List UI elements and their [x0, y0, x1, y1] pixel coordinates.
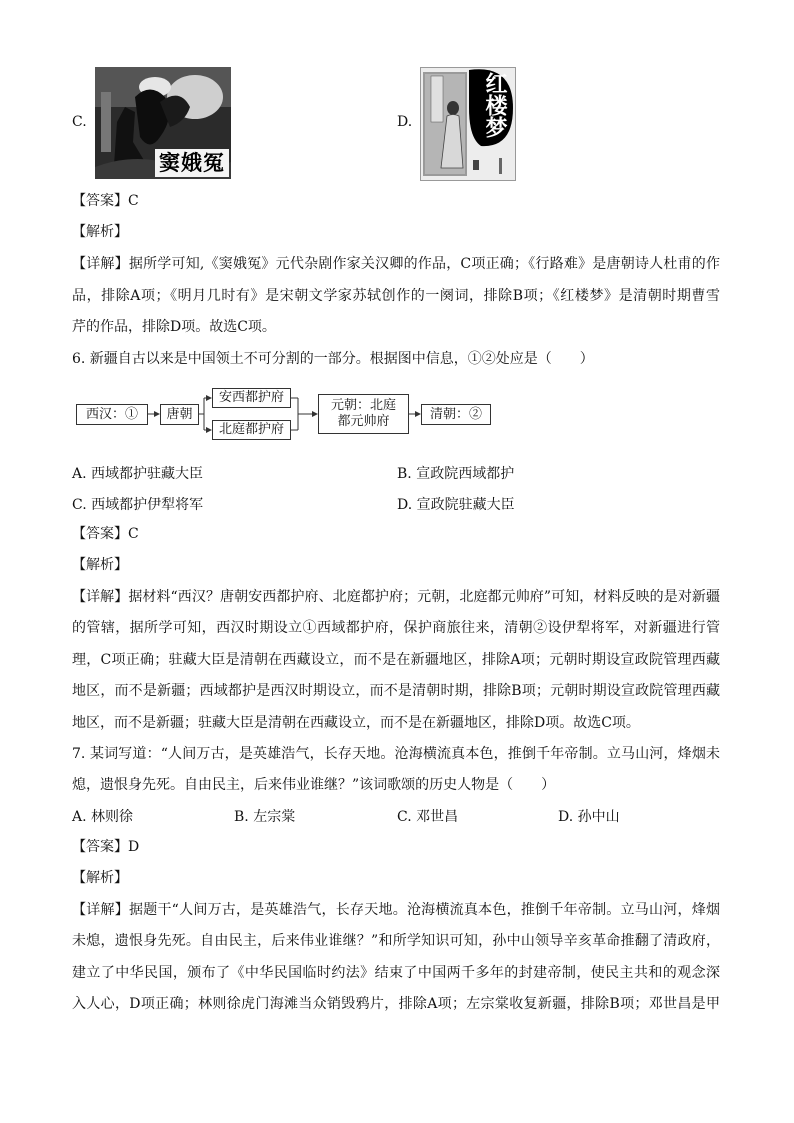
image-dou-e-yuan	[95, 67, 231, 179]
q7-detail-line-4: 入人心，D项正确；林则徐虎门海滩当众销毁鸦片，排除A项；左宗棠收复新疆，排除B项；邓世昌是甲	[72, 996, 720, 1012]
q7-answer: 【答案】D	[72, 839, 140, 855]
q6-option-a: A. 西域都护驻藏大臣	[72, 466, 204, 482]
q6-answer: 【答案】C	[72, 526, 139, 542]
flow-box-beiting: 北庭都护府	[212, 420, 291, 440]
q6-option-d: D. 宣政院驻藏大臣	[397, 497, 515, 513]
q6-detail-line-5: 地区，而不是新疆；驻藏大臣是清朝在西藏设立，而不是在新疆地区，排除D项。故选C项。	[72, 715, 640, 731]
flow-yuan-line-2: 都元帅府	[337, 414, 390, 429]
flow-box-qing: 清朝：②	[421, 404, 491, 425]
q7-option-c: C. 邓世昌	[397, 809, 459, 825]
flow-box-tang: 唐朝	[160, 404, 199, 425]
q7-analysis-heading: 【解析】	[72, 870, 128, 886]
q6-detail-line-3: 理，C项正确；驻藏大臣是清朝在西藏设立，而不是在新疆地区，排除A项；元朝时期设宣政院管理西藏	[72, 652, 720, 668]
flow-box-yuan	[318, 394, 409, 434]
image-hong-lou-meng	[420, 67, 516, 181]
q6-flowchart	[76, 384, 496, 444]
q6-detail-line-1: 【详解】据材料“西汉？唐朝安西都护府、北庭都护府；元朝，北庭都元帅府”可知，材料反映的是对新疆	[72, 589, 720, 605]
q7-option-d: D. 孙中山	[558, 809, 620, 825]
image-c-title: 窦娥冤	[159, 150, 225, 175]
flow-yuan-line-1: 元朝：北庭	[330, 398, 396, 413]
image-d-title: 红楼梦	[482, 72, 508, 138]
q6-detail-line-2: 的管辖，据所学可知，西汉时期设立①西域都护府，保护商旅往来，清朝②设伊犁将军，对新疆进行管	[72, 620, 720, 636]
q7-question-line-2: 熄，遗恨身先死。自由民主，后来伟业谁继？”该词歌颂的历史人物是（ ）	[72, 777, 556, 793]
q6-option-b: B. 宣政院西域都护	[397, 466, 515, 482]
q5-detail-line-3: 芹的作品，排除D项。故选C项。	[72, 319, 276, 335]
q7-question-line-1: 7. 某词写道：“人间万古，是英雄浩气，长存天地。沧海横流真本色，推倒千年帝制。立马山河，烽烟未	[72, 746, 720, 762]
q7-detail-line-1: 【详解】据题干“人间万古，是英雄浩气，长存天地。沧海横流真本色，推倒千年帝制。立马山河，烽烟	[72, 902, 720, 918]
q7-detail-line-2: 未熄，遗恨身先死。自由民主，后来伟业谁继？”和所学知识可知，孙中山领导辛亥革命推翻了清政府，	[72, 933, 720, 949]
q6-option-c: C. 西域都护伊犁将军	[72, 497, 204, 513]
q5-detail-line-1: 【详解】据所学可知,《窦娥冤》元代杂剧作家关汉卿的作品，C项正确；《行路难》是唐朝诗人杜甫的作	[72, 256, 720, 272]
q5-detail-line-2: 品，排除A项；《明月几时有》是宋朝文学家苏轼创作的一阕词，排除B项；《红楼梦》是清朝时期曹雪	[72, 288, 720, 304]
q6-detail-line-4: 地区，而不是新疆；西域都护是西汉时期设立，而不是清朝时期，排除B项；元朝时期设宣政院管理西藏	[72, 683, 720, 699]
q6-analysis-heading: 【解析】	[72, 557, 128, 573]
flow-box-xihan: 西汉：①	[76, 404, 148, 425]
q7-option-a: A. 林则徐	[72, 809, 134, 825]
q5-analysis-heading: 【解析】	[72, 224, 128, 240]
option-c-letter: C.	[72, 114, 87, 130]
q6-question: 6. 新疆自古以来是中国领土不可分割的一部分。根据图中信息，①②处应是（ ）	[72, 351, 594, 367]
q5-answer: 【答案】C	[72, 193, 139, 209]
q7-detail-line-3: 建立了中华民国，颁布了《中华民国临时约法》结束了中国两千多年的封建帝制，使民主共和的观念深	[72, 965, 720, 981]
q7-option-b: B. 左宗棠	[234, 809, 296, 825]
flow-box-anxi: 安西都护府	[212, 388, 291, 408]
option-d-letter: D.	[397, 114, 413, 130]
